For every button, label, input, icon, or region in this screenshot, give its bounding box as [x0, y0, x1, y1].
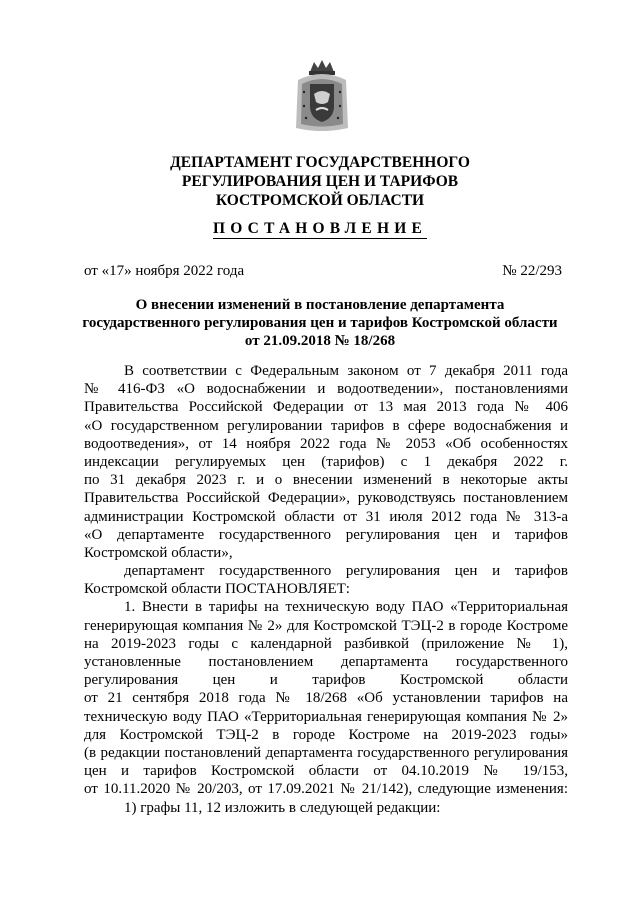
department-name-line-2: РЕГУЛИРОВАНИЯ ЦЕН И ТАРИФОВ [181, 173, 459, 190]
body-line: № 416-ФЗ «О водоснабжении и водоотведении», постановлениями [84, 381, 568, 398]
body-line: техническую воду ПАО «Территориальная генерирующая компания № 2» [84, 708, 568, 725]
body-line: «О государственном регулировании тарифов в сфере водоснабжения и [84, 417, 568, 434]
body-line: от 10.11.2020 № 20/203, от 17.09.2021 № 21/142), следующие изменения: [84, 781, 568, 798]
document-body [84, 362, 568, 817]
body-line: Правительства Российской Федерации», руководствуясь постановлением [84, 490, 568, 507]
body-line: для Костромской ТЭЦ-2 в городе Костроме на 2019-2023 годы» [84, 726, 568, 743]
document-date: от «17» ноября 2022 года [84, 263, 245, 279]
body-line: на 2019-2023 годы с календарной разбивкой (приложение № 1), [84, 635, 568, 652]
body-line: 1) графы 11, 12 изложить в следующей редакции: [124, 799, 441, 816]
department-name-line-1: ДЕПАРТАМЕНТ ГОСУДАРСТВЕННОГО [170, 154, 470, 171]
document-type-label: ПОСТАНОВЛЕНИЕ [212, 220, 428, 237]
body-line: цен и тарифов Костромской области от 04.10.2019 № 19/153, [84, 763, 568, 780]
body-line: «О департаменте государственного регулирования цен и тарифов [84, 526, 568, 543]
document-number: № 22/293 [502, 263, 562, 279]
body-line: (в редакции постановлений департамента государственного регулирования [84, 744, 568, 761]
body-line: В соответствии с Федеральным законом от 7 декабря 2011 года [124, 363, 568, 379]
department-name-line-3: КОСТРОМСКОЙ ОБЛАСТИ [215, 192, 425, 209]
body-line: администрации Костромской области от 31 июля 2012 года № 313-а [84, 508, 568, 525]
body-line: установленные постановлением департамента государственного [84, 654, 568, 670]
body-line: Костромской области», [84, 544, 233, 561]
document-title-line-2: государственного регулирования цен и тарифов Костромской области [82, 315, 558, 331]
document-type-heading [0, 220, 640, 238]
body-line: от 21 сентября 2018 года № 18/268 «Об установлении тарифов на [84, 690, 568, 707]
document-title-line-1: О внесении изменений в постановление департамента [135, 297, 505, 313]
body-line: 1. Внести в тарифы на техническую воду ПАО «Территориальная [124, 599, 568, 616]
body-line: водоотведения», от 14 ноября 2022 года № 2053 «Об особенностях [84, 435, 568, 452]
body-line: Костромской области ПОСТАНОВЛЯЕТ: [84, 581, 350, 598]
body-line: регулирования цен и тарифов Костромской области [84, 672, 568, 689]
body-line: по 31 декабря 2023 г. и о внесении изменений в некоторые акты [84, 472, 568, 489]
document-title-line-3: от 21.09.2018 № 18/268 [244, 333, 396, 349]
body-line: индексации регулируемых цен (тарифов) с 1 декабря 2022 г. [84, 453, 568, 470]
coat-of-arms-icon [292, 58, 352, 134]
body-line: Правительства Российской Федерации от 13 мая 2013 года № 406 [84, 399, 568, 416]
body-line: департамент государственного регулирования цен и тарифов [124, 563, 568, 580]
body-line: генерирующая компания № 2» для Костромской ТЭЦ-2 в городе Костроме [84, 617, 568, 634]
